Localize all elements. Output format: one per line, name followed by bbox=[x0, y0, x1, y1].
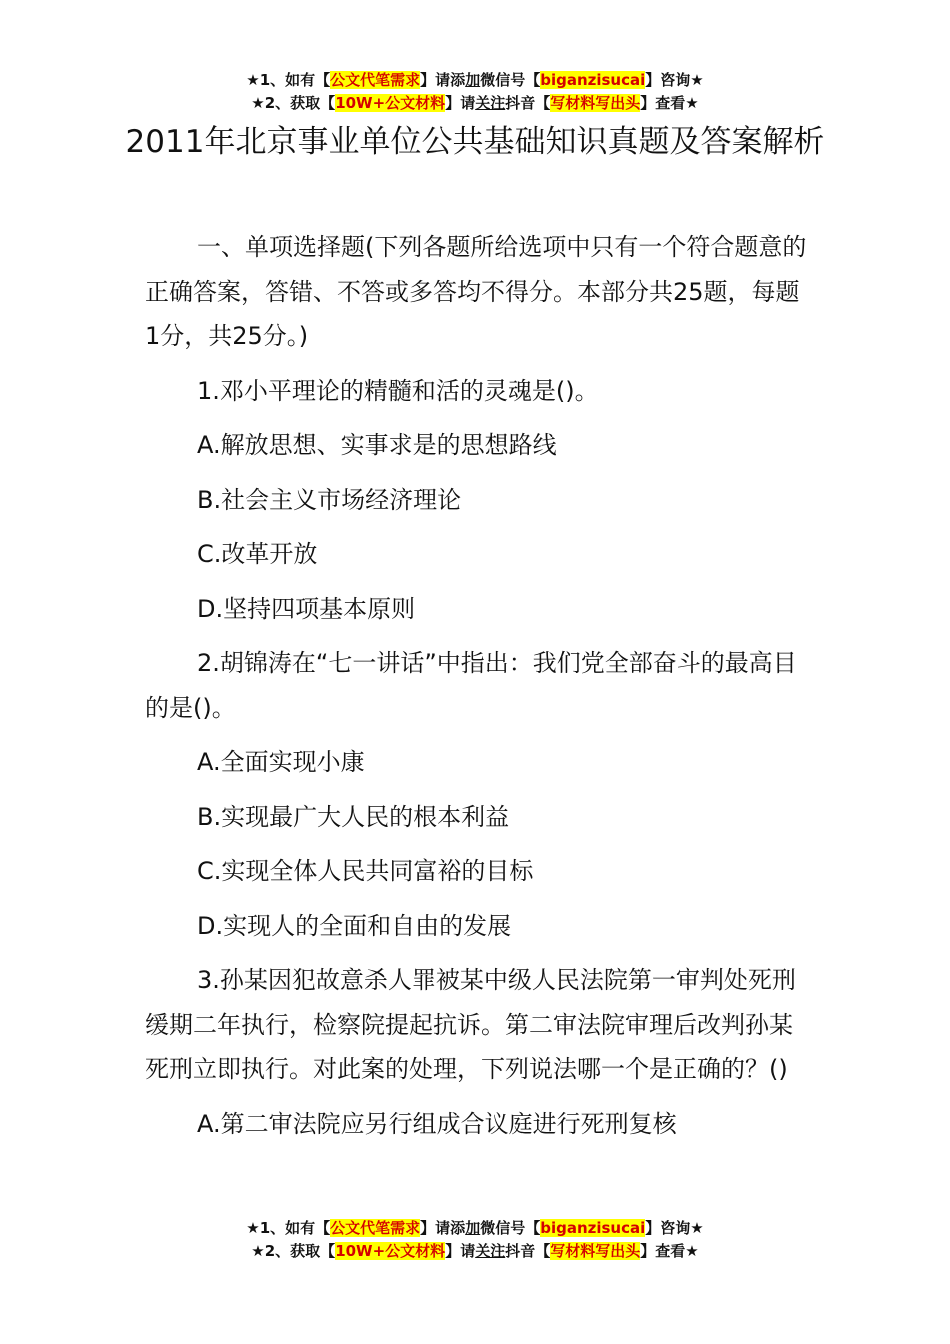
wechat-id: biganzisucai bbox=[540, 71, 646, 89]
answer-option: C.改革开放 bbox=[197, 540, 318, 568]
answer-option: D.坚持四项基本原则 bbox=[197, 594, 416, 623]
highlight-text: 10W+公文材料 bbox=[335, 94, 446, 112]
section-intro: 一、单项选择题(下列各题所给选项中只有一个符合题意的正确答案，答错、不答或多答均不得分。本部分共25题，每题1分，共25分。) bbox=[145, 233, 807, 350]
answer-option: A.第二审法院应另行组成合议庭进行死刑复核 bbox=[197, 1109, 677, 1138]
answer-option: B.实现最广大人民的根本利益 bbox=[197, 802, 510, 831]
document-body bbox=[145, 225, 810, 1156]
answer-option: C.实现全体人民共同富裕的目标 bbox=[197, 857, 534, 885]
wechat-id: biganzisucai bbox=[540, 1219, 646, 1237]
document-title: 2011年北京事业单位公共基础知识真题及答案解析 bbox=[125, 124, 825, 160]
notice-line-1: ★1、如有【公文代笔需求】请添加微信号【biganzisucai】咨询★ bbox=[246, 1219, 704, 1237]
notice-line-1: ★1、如有【公文代笔需求】请添加微信号【biganzisucai】咨询★ bbox=[246, 71, 704, 89]
douyin-account: 写材料写出头 bbox=[550, 1242, 641, 1260]
question-stem: 3.孙某因犯故意杀人罪被某中级人民法院第一审判处死刑缓期二年执行，检察院提起抗诉。第二审法院审理后改判孙某死刑立即执行。对此案的处理，下列说法哪一个是正确的？() bbox=[145, 966, 796, 1083]
notice-line-2: ★2、获取【10W+公文材料】请关注抖音【写材料写出头】查看★ bbox=[251, 94, 699, 112]
douyin-account: 写材料写出头 bbox=[550, 94, 641, 112]
highlight-text: 10W+公文材料 bbox=[335, 1242, 446, 1260]
question-stem: 2.胡锦涛在“七一讲话”中指出：我们党全部奋斗的最高目的是()。 bbox=[145, 649, 797, 722]
header-notice bbox=[0, 69, 950, 115]
footer-notice bbox=[0, 1217, 950, 1263]
answer-option: B.社会主义市场经济理论 bbox=[197, 485, 462, 514]
answer-option: A.解放思想、实事求是的思想路线 bbox=[197, 431, 557, 459]
highlight-text: 公文代笔需求 bbox=[330, 1219, 421, 1237]
notice-line-2: ★2、获取【10W+公文材料】请关注抖音【写材料写出头】查看★ bbox=[251, 1242, 699, 1260]
question-stem: 1.邓小平理论的精髓和活的灵魂是()。 bbox=[197, 376, 599, 405]
answer-option: D.实现人的全面和自由的发展 bbox=[197, 911, 512, 940]
answer-option: A.全面实现小康 bbox=[197, 748, 365, 776]
highlight-text: 公文代笔需求 bbox=[330, 71, 421, 89]
